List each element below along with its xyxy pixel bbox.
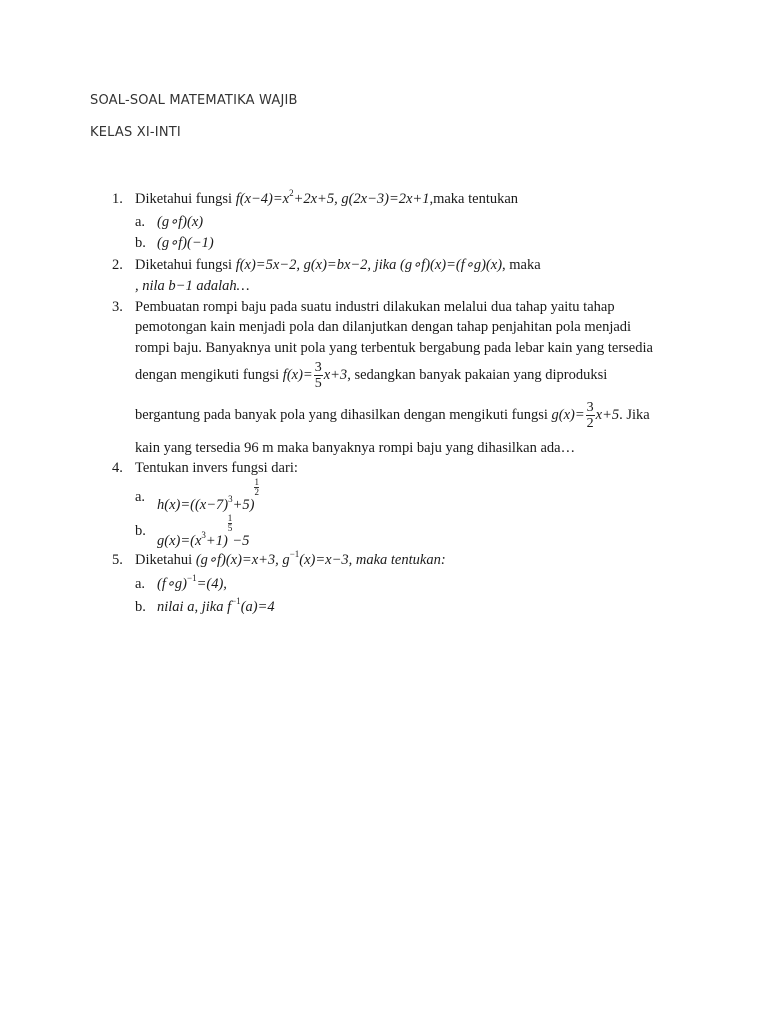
question-text: Diketahui fungsi f(x)=5x−2, g(x)=bx−2, jika (g∘f)(x)=(f∘g)(x), maka	[135, 257, 541, 273]
formula: (f∘g)$^{-1}$=(4),	[157, 573, 227, 592]
question-number: 4.	[112, 460, 123, 476]
formula: (g∘f)(x)=x+3, $g^{-1}(x)=x-3$, maka tentukan:	[195, 549, 446, 568]
question-number: 3.	[112, 299, 123, 315]
option-label: b.	[135, 599, 146, 615]
question-number: 1.	[112, 191, 123, 207]
question-number: 2.	[112, 257, 123, 273]
question-text: Diketahui (g∘f)(x)=x+3, $g^{-1}(x)=x-3$, maka tentukan:	[135, 549, 446, 568]
document-class: KELAS XI-INTI	[90, 125, 181, 140]
formula: nilai a, jika $f^{-1}(a)=4$	[157, 596, 275, 615]
option-label: a.	[135, 576, 146, 592]
question-text: Tentukan invers fungsi dari:	[135, 460, 298, 476]
fraction: $\frac{3}{5}$	[314, 360, 322, 391]
document-title: SOAL-SOAL MATEMATIKA WAJIB	[90, 93, 298, 108]
formula: f(x)=5x−2, g(x)=bx−2, jika (g∘f)(x)=(f∘g)(x)	[235, 257, 503, 273]
option-label: b.	[135, 523, 146, 539]
question-text: Pembuatan rompi baju pada suatu industri dilakukan melalui dua tahap yaitu tahap	[135, 299, 615, 315]
exponent-fraction: $\frac{1}{5}$	[227, 513, 233, 533]
formula: $f(x-4)=x^2+2x+5$, g(2x−3)=2x+1	[235, 188, 430, 207]
formula: $h(x)=((x-7)^3+5)$ $\frac{1}{2}$	[157, 477, 259, 513]
formula: , nila b−1 adalah…	[135, 278, 250, 294]
question-text: Diketahui fungsi $f(x-4)=x^2+2x+5$, g(2x−3)=2x+1,maka tentukan	[135, 188, 519, 207]
question-number: 5.	[112, 552, 123, 568]
option-label: a.	[135, 489, 146, 505]
formula-f: f(x)= $\frac{3}{5}$ x+3	[282, 360, 348, 391]
formula-g: g(x)= $\frac{3}{2}$ x+5	[551, 400, 620, 431]
formula: (g∘f)(−1)	[157, 235, 214, 251]
formula: (g∘f)(x)	[157, 214, 204, 230]
formula: $g(x)=(x^3+1)$ $\frac{1}{5}$ −5	[157, 513, 250, 549]
fraction: $\frac{3}{2}$	[586, 400, 594, 431]
option-label: a.	[135, 214, 146, 230]
option-label: b.	[135, 235, 146, 251]
exponent-fraction: $\frac{1}{2}$	[254, 477, 259, 497]
